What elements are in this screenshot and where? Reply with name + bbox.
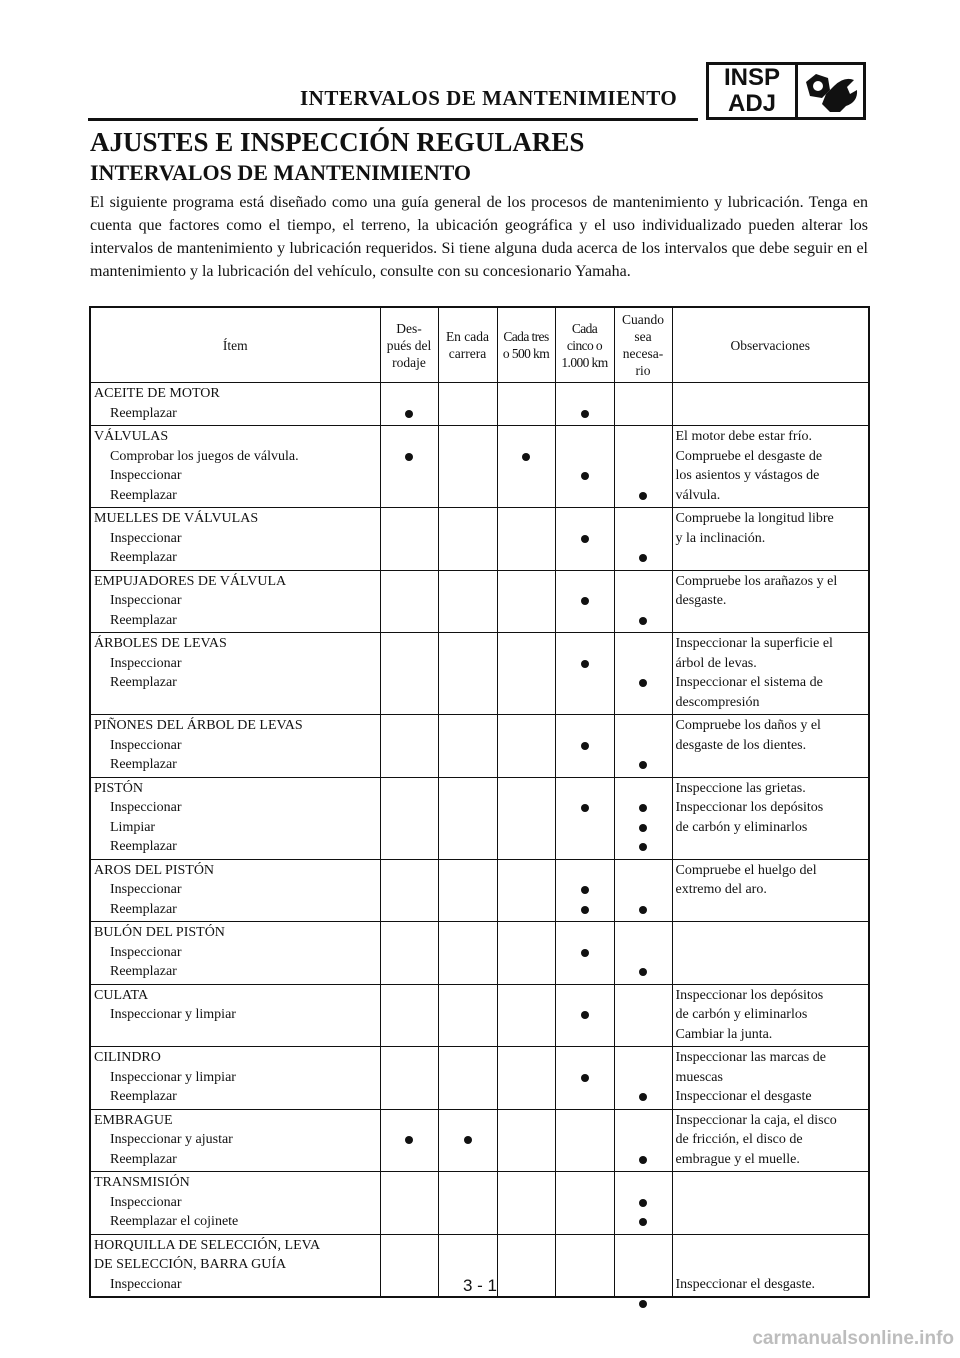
interval-cell-every-three — [497, 984, 555, 1047]
interval-cell-every-race — [438, 633, 497, 715]
header-every-race: En cada carrera — [438, 307, 497, 383]
item-task: Inspeccionar — [110, 944, 182, 960]
observations-cell — [672, 1047, 869, 1110]
interval-cell-every-three — [497, 570, 555, 633]
item-title: CILINDRO — [94, 1050, 161, 1065]
item-task: Reemplazar — [110, 487, 177, 503]
interval-cell-after-break-in — [380, 1109, 438, 1172]
item-title: VÁLVULAS — [94, 429, 169, 444]
table-header-row — [90, 307, 869, 383]
interval-cell-after-break-in — [380, 383, 438, 426]
interval-cell-as-required — [614, 1172, 672, 1235]
interval-cell-every-race — [438, 859, 497, 922]
item-task: Inspeccionar — [110, 737, 182, 753]
item-task: Inspeccionar — [110, 800, 182, 815]
item-task: Limpiar — [110, 819, 156, 835]
item-task: Reemplazar — [110, 612, 177, 628]
observation-line: de carbón y eliminarlos — [675, 819, 808, 835]
table-row — [90, 1047, 869, 1110]
interval-cell-after-break-in — [380, 715, 438, 778]
observation-line: extremo del aro. — [675, 882, 767, 897]
item-title: EMPUJADORES DE VÁLVULA — [94, 573, 287, 589]
interval-cell-as-required — [614, 777, 672, 859]
observation-line: Inspeccionar los depósitos — [675, 987, 824, 1003]
badge-bottom-label: ADJ — [727, 90, 776, 117]
watermark: carmanualsonline.info — [752, 1328, 954, 1349]
interval-cell-every-race — [438, 715, 497, 778]
observation-line: Compruebe los arañazos y el — [675, 573, 838, 589]
interval-cell-every-three — [497, 1109, 555, 1172]
insp-adj-badge — [706, 62, 866, 120]
interval-cell-every-three — [497, 1047, 555, 1110]
observations-cell — [672, 426, 869, 508]
interval-cell-after-break-in — [380, 922, 438, 985]
table-row — [90, 508, 869, 571]
item-task: Reemplazar — [110, 901, 177, 917]
item-cell — [90, 383, 380, 426]
table-row — [90, 426, 869, 508]
table-row — [90, 1109, 869, 1172]
item-task: Inspeccionar — [110, 1276, 182, 1292]
check-dot-icon — [581, 1011, 589, 1019]
item-task: Reemplazar — [110, 964, 177, 979]
header-rule — [88, 118, 698, 121]
observation-line: Inspeccionar el desgaste — [675, 1089, 812, 1104]
wrench-nut-icon — [798, 65, 863, 117]
check-dot-icon — [639, 1156, 647, 1164]
interval-cell-every-five — [555, 984, 614, 1047]
interval-cell-every-five — [555, 570, 614, 633]
item-task: Inspeccionar — [110, 593, 182, 608]
item-task: Reemplazar — [110, 839, 177, 854]
interval-cell-as-required — [614, 715, 672, 778]
observation-line: válvula. — [675, 487, 721, 503]
interval-cell-every-race — [438, 508, 497, 571]
interval-cell-every-five — [555, 1172, 614, 1235]
check-dot-icon — [581, 535, 589, 543]
observation-line: Inspeccione las grietas. — [675, 780, 806, 796]
observations-cell — [672, 633, 869, 715]
check-dot-icon — [639, 968, 647, 976]
interval-cell-after-break-in — [380, 633, 438, 715]
observation-line: descompresión — [675, 694, 760, 710]
check-dot-icon — [639, 804, 647, 812]
header-as-required: Cuando sea necesa- rio — [614, 307, 672, 383]
item-title: AROS DEL PISTÓN — [94, 862, 215, 878]
check-dot-icon — [581, 660, 589, 668]
interval-cell-every-race — [438, 777, 497, 859]
observation-line: desgaste. — [675, 593, 727, 608]
observation-line: Inspeccionar los depósitos — [675, 800, 824, 815]
observation-line — [676, 1236, 867, 1256]
running-header-title: INTERVALOS DE MANTENIMIENTO — [300, 86, 678, 110]
check-dot-icon — [581, 597, 589, 605]
item-cell — [90, 984, 380, 1047]
check-dot-icon — [639, 1218, 647, 1226]
table-row — [90, 570, 869, 633]
observations-cell — [672, 1109, 869, 1172]
check-dot-icon — [581, 742, 589, 750]
check-dot-icon — [581, 410, 589, 418]
observation-line: Inspeccionar el sistema de — [675, 675, 823, 690]
item-title: BULÓN DEL PISTÓN — [94, 925, 225, 940]
check-dot-icon — [522, 453, 530, 461]
observation-line: los asientos y vástagos de — [675, 468, 820, 483]
observation-line: muescas — [675, 1069, 723, 1085]
interval-cell-as-required — [614, 570, 672, 633]
interval-cell-every-five — [555, 383, 614, 426]
header-every-five: Cada cinco o 1.000 km — [555, 307, 614, 383]
item-task: Inspeccionar — [110, 468, 182, 483]
interval-cell-every-race — [438, 1047, 497, 1110]
check-dot-icon — [581, 886, 589, 894]
item-title: ÁRBOLES DE LEVAS — [94, 636, 227, 651]
item-title: PISTÓN — [94, 780, 144, 796]
page-number: 3 - 1 — [462, 1276, 498, 1295]
observations-cell — [672, 984, 869, 1047]
table-row — [90, 1172, 869, 1235]
observation-line: Compruebe los daños y el — [675, 718, 821, 733]
item-title: ACEITE DE MOTOR — [94, 386, 220, 401]
interval-cell-after-break-in — [380, 777, 438, 859]
observation-line: de carbón y eliminarlos — [675, 1007, 808, 1022]
item-cell — [90, 508, 380, 571]
interval-cell-after-break-in — [380, 1172, 438, 1235]
observations-cell — [672, 1172, 869, 1235]
interval-cell-every-five — [555, 508, 614, 571]
check-dot-icon — [639, 843, 647, 851]
interval-cell-as-required — [614, 1047, 672, 1110]
check-dot-icon — [639, 906, 647, 914]
maintenance-table — [89, 306, 870, 1298]
check-dot-icon — [464, 1136, 472, 1144]
header-every-three: Cada tres o 500 km — [497, 307, 555, 383]
item-title: DE SELECCIÓN, BARRA GUÍA — [94, 1257, 287, 1272]
interval-cell-every-three — [497, 633, 555, 715]
interval-cell-every-five — [555, 1047, 614, 1110]
interval-cell-as-required — [614, 1109, 672, 1172]
interval-cell-every-race — [438, 922, 497, 985]
check-dot-icon — [639, 617, 647, 625]
interval-cell-after-break-in — [380, 1047, 438, 1110]
check-dot-icon — [581, 949, 589, 957]
observations-cell — [672, 777, 869, 859]
interval-cell-every-three — [497, 922, 555, 985]
observation-line: árbol de levas. — [675, 655, 757, 671]
observation-line: Inspeccionar la superficie el — [675, 636, 833, 651]
header-item: Ítem — [90, 307, 380, 383]
observation-line: Inspeccionar la caja, el disco — [675, 1112, 837, 1128]
item-cell — [90, 426, 380, 508]
table-row — [90, 984, 869, 1047]
check-dot-icon — [581, 804, 589, 812]
item-cell — [90, 922, 380, 985]
item-task: Reemplazar — [110, 405, 177, 421]
interval-cell-every-five — [555, 633, 614, 715]
observation-line: Inspeccionar el desgaste. — [675, 1276, 816, 1292]
check-dot-icon — [639, 492, 647, 500]
interval-cell-every-five — [555, 859, 614, 922]
interval-cell-after-break-in — [380, 859, 438, 922]
item-title: HORQUILLA DE SELECCIÓN, LEVA — [94, 1237, 321, 1253]
interval-cell-every-five — [555, 922, 614, 985]
interval-cell-every-three — [497, 1172, 555, 1235]
check-dot-icon — [639, 1199, 647, 1207]
interval-cell-as-required — [614, 922, 672, 985]
check-dot-icon — [639, 554, 647, 562]
item-task: Inspeccionar — [110, 882, 182, 897]
observation-line: Compruebe el huelgo del — [675, 862, 817, 878]
check-dot-icon — [581, 472, 589, 480]
item-title: PIÑONES DEL ÁRBOL DE LEVAS — [94, 718, 303, 733]
item-task: Inspeccionar — [110, 530, 182, 546]
item-task: Reemplazar — [110, 675, 177, 690]
check-dot-icon — [581, 1074, 589, 1082]
interval-cell-after-break-in — [380, 426, 438, 508]
item-cell — [90, 859, 380, 922]
check-dot-icon — [639, 1300, 647, 1308]
item-task: Comprobar los juegos de válvula. — [110, 448, 299, 464]
observations-cell — [672, 859, 869, 922]
interval-cell-every-three — [497, 859, 555, 922]
check-dot-icon — [639, 761, 647, 769]
section-title: AJUSTES E INSPECCIÓN REGULARES — [90, 127, 585, 157]
badge-text — [709, 65, 798, 117]
interval-cell-after-break-in — [380, 570, 438, 633]
interval-cell-as-required — [614, 859, 672, 922]
check-dot-icon — [639, 679, 647, 687]
item-cell — [90, 1047, 380, 1110]
header-observations: Observaciones — [672, 307, 869, 383]
interval-cell-every-three — [497, 426, 555, 508]
interval-cell-every-race — [438, 570, 497, 633]
interval-cell-every-race — [438, 984, 497, 1047]
table-row — [90, 383, 869, 426]
interval-cell-every-three — [497, 777, 555, 859]
observation-line — [676, 1255, 867, 1275]
item-task: Reemplazar — [110, 1089, 177, 1104]
interval-cell-every-three — [497, 508, 555, 571]
item-task: Inspeccionar — [110, 1194, 182, 1210]
item-task: Reemplazar — [110, 550, 177, 565]
check-dot-icon — [639, 824, 647, 832]
interval-cell-after-break-in — [380, 984, 438, 1047]
observations-cell — [672, 922, 869, 985]
item-cell — [90, 1109, 380, 1172]
observation-line: de fricción, el disco de — [675, 1132, 803, 1147]
observation-line: Inspeccionar las marcas de — [675, 1050, 826, 1065]
item-task: Inspeccionar — [110, 655, 182, 671]
observations-cell — [672, 383, 869, 426]
interval-cell-every-three — [497, 383, 555, 426]
interval-cell-as-required — [614, 984, 672, 1047]
item-title: EMBRAGUE — [94, 1112, 173, 1128]
table-row — [90, 633, 869, 715]
table-row — [90, 715, 869, 778]
interval-cell-every-five — [555, 777, 614, 859]
interval-cell-every-race — [438, 426, 497, 508]
interval-cell-every-race — [438, 1172, 497, 1235]
observations-cell — [672, 508, 869, 571]
item-task: Inspeccionar y ajustar — [110, 1132, 233, 1147]
interval-cell-every-five — [555, 426, 614, 508]
item-task: Inspeccionar y limpiar — [110, 1069, 236, 1085]
table-row — [90, 922, 869, 985]
section-subtitle: INTERVALOS DE MANTENIMIENTO — [90, 160, 472, 185]
interval-cell-as-required — [614, 383, 672, 426]
observation-line: Cambiar la junta. — [675, 1026, 773, 1042]
item-cell — [90, 777, 380, 859]
interval-cell-every-three — [497, 715, 555, 778]
check-dot-icon — [581, 906, 589, 914]
interval-cell-every-race — [438, 1109, 497, 1172]
item-cell — [90, 570, 380, 633]
check-dot-icon — [405, 453, 413, 461]
observation-line: El motor debe estar frío. — [675, 429, 812, 444]
item-task: Reemplazar — [110, 757, 177, 772]
item-task: Reemplazar el cojinete — [110, 1214, 239, 1229]
observations-cell — [672, 570, 869, 633]
badge-top-label: INSP — [723, 64, 780, 91]
interval-cell-as-required — [614, 508, 672, 571]
check-dot-icon — [639, 1093, 647, 1101]
header-after-break-in: Des- pués del rodaje — [380, 307, 438, 383]
item-title: MUELLES DE VÁLVULAS — [94, 511, 259, 526]
intro-paragraph: El siguiente programa está diseñado como una guía general de los procesos de mantenimiento y lubricación. Tenga en cuenta que factores como el tiempo, el terreno, la ubicación geográfica y el uso individualizado pueden alterar los intervalos de mantenimiento y lubricación requeridos. Si tiene alguna duda acerca de los intervalos que debe seguir en el mantenimiento y la lubricación del vehículo, consulte con su concesionario Yamaha. — [90, 194, 868, 280]
observation-line: embrague y el muelle. — [675, 1151, 800, 1167]
item-task: Inspeccionar y limpiar — [110, 1007, 236, 1022]
item-cell — [90, 715, 380, 778]
table-row — [90, 777, 869, 859]
observation-line: Compruebe la longitud libre — [675, 511, 834, 526]
item-task: Reemplazar — [110, 1151, 177, 1167]
interval-cell-after-break-in — [380, 508, 438, 571]
observation-line: desgaste de los dientes. — [675, 737, 807, 753]
check-dot-icon — [405, 410, 413, 418]
check-dot-icon — [405, 1136, 413, 1144]
interval-cell-every-five — [555, 1109, 614, 1172]
item-title: CULATA — [94, 987, 149, 1003]
item-cell — [90, 1172, 380, 1235]
item-cell — [90, 633, 380, 715]
item-title: TRANSMISIÓN — [94, 1175, 190, 1190]
interval-cell-every-five — [555, 715, 614, 778]
observations-cell — [672, 715, 869, 778]
observation-line: y la inclinación. — [675, 530, 766, 546]
observation-line: Compruebe el desgaste de — [675, 448, 823, 464]
interval-cell-as-required — [614, 426, 672, 508]
interval-cell-as-required — [614, 633, 672, 715]
interval-cell-every-race — [438, 383, 497, 426]
table-row — [90, 859, 869, 922]
